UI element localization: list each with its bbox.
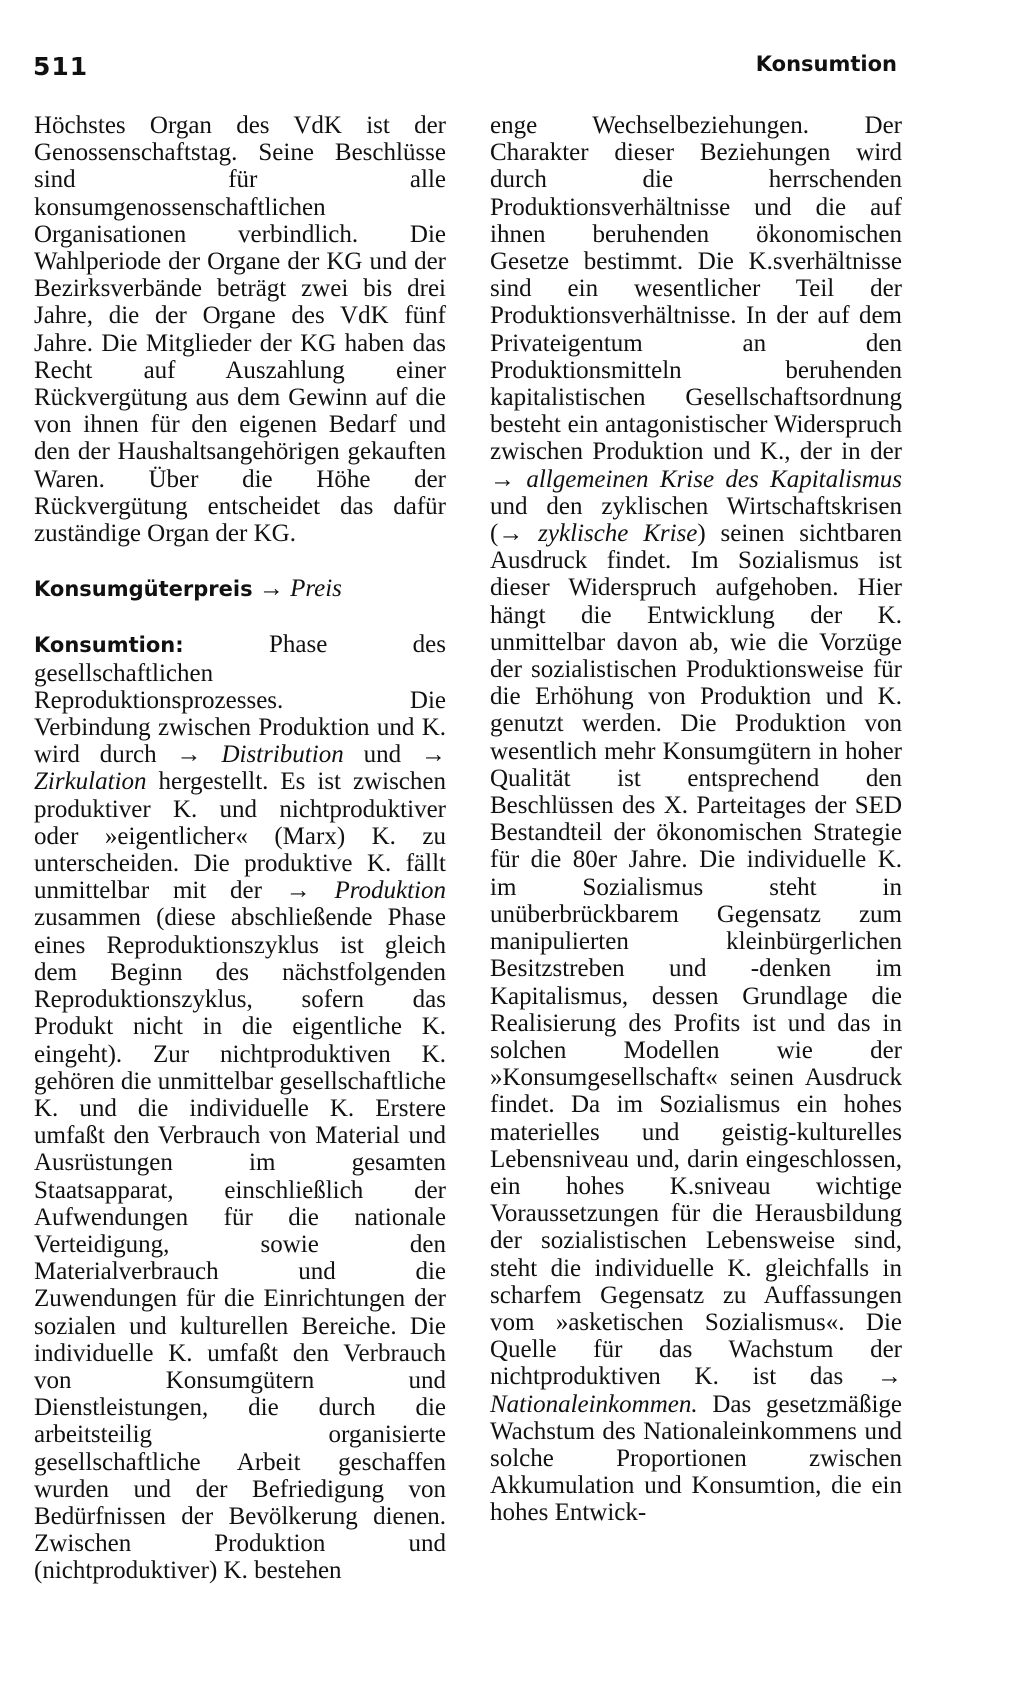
entry-konsumguterpreis	[34, 575, 446, 603]
cross-reference-arrow: →	[421, 741, 447, 769]
entry-text: und den zyklischen Wirtschaftskrisen (	[490, 492, 902, 548]
entry-text: und	[343, 741, 422, 769]
entry-konsumtion	[34, 631, 446, 1584]
cross-reference-arrow: →	[285, 877, 311, 905]
cross-reference-arrow: →	[258, 575, 284, 603]
cross-reference-produktion[interactable]: Produktion	[334, 877, 446, 905]
cross-reference-zyklische-krise[interactable]: zyklische Krise	[538, 520, 698, 548]
cross-reference-arrow: →	[176, 741, 202, 769]
cross-reference-nationaleinkommen[interactable]: Nationaleinkommen.	[490, 1390, 698, 1418]
cross-reference-zirkulation[interactable]: Zirkulation	[34, 768, 147, 796]
cross-reference-arrow: →	[877, 1363, 902, 1391]
entry-lemma: Konsumgüterpreis	[34, 577, 253, 602]
entry-text: zusammen (diese abschließende Phase eines Reproduktionszyklus ist gleich dem Beginn des nächstfolgenden Reproduktionszyklus, sofern das Produkt nicht in die eigentliche K. eingeht). Zur nichtproduktiven K. gehören die unmittelbar gesellschaftliche K. und die individuelle K. Erstere umfaßt den Verbrauch von Material und Ausrüstungen im gesamten Staatsapparat, einschließlich der Aufwendungen für die nationale Verteidigung, sowie den Materialverbrauch und die Zuwendungen für die Einrichtungen der sozialen und kulturellen Bereiche. Die individuelle K. umfaßt den Verbrauch von Konsumgütern und Dienstleistungen, die durch die arbeitsteilig organisierte gesellschaftliche Arbeit geschaffen wurden und der Befriedigung von Bedürfnissen der Bevölkerung dienen. Zwischen Produktion und (nichtproduktiver) K. bestehen	[34, 904, 446, 1585]
entry-text: ) seinen sichtbaren Ausdruck findet. Im Sozialismus ist dieser Widerspruch aufgehoben. Hier hängt die Entwicklung der K. unmittelbar davon ab, wie die Vorzüge der sozialistischen Produktionsweise für die Erhöhung von Produktion und K. genutzt werden. Die Produktion von wesentlich mehr Konsumgütern in hoher Qualität ist entsprechend den Beschlüssen des X. Parteitages der SED Bestandteil der ökonomischen Strategie für die 80er Jahre. Die individuelle K. im Sozialismus steht in unüberbrückbarem Gegensatz zum manipulierten kleinbürgerlichen Besitzstreben und -denken im Kapitalismus, dessen Grundlage die Realisierung des Profits ist und das in solchen Modellen wie der »Konsumgesellschaft« seinen Ausdruck findet. Da im Sozialismus ein hohes materielles und geistig-kulturelles Lebensniveau und, darin eingeschlossen, ein hohes K.sniveau wichtige Voraussetzungen für die Herausbildung der sozialistischen Lebensweise sind, steht die individuelle K. gleichfalls in scharfem Gegensatz zu Auffassungen vom »asketischen Sozialismus«. Die Quelle für das Wachstum der nichtproduktiven K. ist das	[490, 520, 902, 1391]
cross-reference-distribution[interactable]: Distribution	[221, 741, 344, 769]
left-column	[34, 112, 446, 1585]
continued-entry-text	[490, 112, 902, 1527]
running-head: Konsumtion	[755, 52, 897, 76]
cross-reference-preis[interactable]: Preis	[290, 575, 342, 603]
entry-lemma: Konsumtion:	[34, 633, 184, 658]
entry-text: Phase des gesellschaftlichen Reproduktionsprozesses. Die Verbindung zwischen Produktion und K. wird durch	[34, 631, 446, 769]
right-column	[490, 112, 902, 1527]
entry-text: enge Wechselbeziehungen. Der Charakter dieser Beziehungen wird durch die herrschenden Produktionsverhältnisse und die auf ihnen beruhenden ökonomischen Gesetze bestimmt. Die K.sverhältnisse sind ein wesentlicher Teil der Produktionsverhältnisse. In der auf dem Privateigentum an den Produktionsmitteln beruhenden kapitalistischen Gesellschaftsordnung besteht ein antagonistischer Widerspruch zwischen Produktion und K., der in der	[490, 112, 902, 466]
entry-text: Das gesetzmäßige Wachstum des Nationaleinkommens und solche Proportionen zwischen Akkumulation und Konsumtion, die ein hohes Entwick-	[490, 1390, 902, 1527]
cross-reference-arrow: →	[498, 520, 524, 548]
cross-reference-arrow: →	[490, 465, 515, 493]
entry-text: hergestellt. Es ist zwischen produktiver K. und nichtproduktiver oder »eigentlicher« (Marx) K. zu unterscheiden. Die produktive K. fällt unmittelbar mit der	[34, 768, 446, 905]
cross-reference-allgemeine-krise[interactable]: allgemeinen Krise des Kapitalismus	[526, 465, 903, 493]
page-number: 511	[33, 52, 89, 81]
intro-paragraph: Höchstes Organ des VdK ist der Genossenschaftstag. Seine Beschlüsse sind für alle konsumgenossenschaftlichen Organisationen verbindlich. Die Wahlperiode der Organe der KG und der Bezirksverbände beträgt zwei bis drei Jahre, die der Organe des VdK fünf Jahre. Die Mitglieder der KG haben das Recht auf Auszahlung einer Rückvergütung aus dem Gewinn auf die von ihnen für den eigenen Bedarf und den der Haushaltsangehörigen gekauften Waren. Über die Höhe der Rückvergütung entscheidet das dafür zuständige Organ der KG.	[34, 112, 446, 548]
